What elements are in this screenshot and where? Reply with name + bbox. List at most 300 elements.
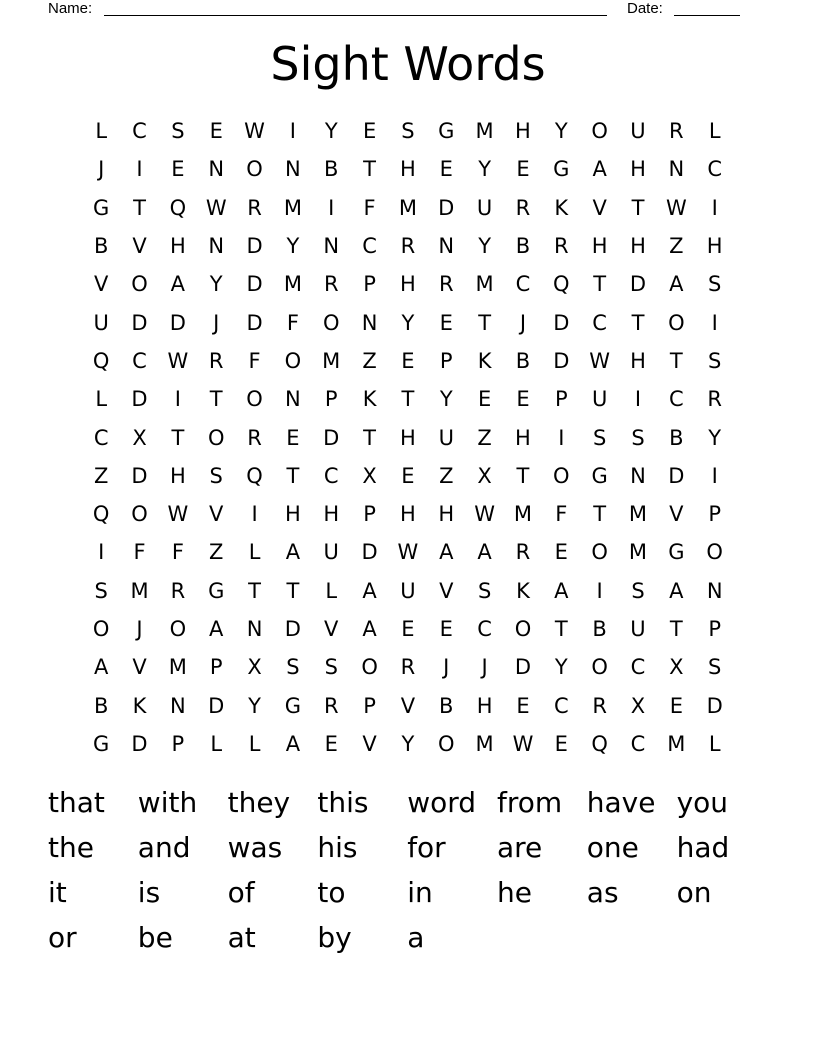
grid-letter: N	[706, 578, 723, 603]
grid-letter: N	[208, 157, 225, 182]
grid-row	[82, 457, 734, 495]
grid-letter: M	[513, 502, 533, 527]
grid-letter: O	[361, 655, 378, 680]
name-line	[104, 15, 607, 16]
grid-letter: Y	[209, 272, 223, 297]
grid-letter: A	[669, 578, 684, 603]
grid-letter: B	[439, 693, 454, 718]
grid-letter: D	[553, 310, 570, 335]
grid-letter: T	[171, 425, 185, 450]
grid-letter: I	[558, 425, 565, 450]
grid-letter: E	[324, 731, 338, 756]
grid-letter: Q	[92, 348, 110, 373]
grid-letter: G	[284, 693, 302, 718]
grid-letter: R	[247, 425, 262, 450]
grid-letter: A	[362, 617, 377, 641]
worksheet-header	[0, 0, 816, 20]
word-bank-row	[48, 825, 768, 870]
grid-letter: K	[132, 693, 147, 718]
grid-row	[82, 648, 734, 686]
grid-letter: M	[475, 731, 494, 756]
grid-letter: A	[554, 578, 569, 603]
grid-letter: D	[284, 617, 301, 641]
grid-letter: J	[519, 310, 527, 335]
grid-letter: C	[707, 157, 722, 182]
grid-row	[82, 686, 734, 724]
grid-letter: D	[208, 693, 225, 718]
grid-row	[82, 380, 734, 418]
grid-letter: E	[516, 693, 530, 718]
grid-letter: B	[93, 234, 109, 259]
grid-letter: H	[323, 502, 340, 527]
grid-letter: I	[596, 578, 603, 603]
grid-letter: V	[93, 272, 109, 297]
grid-letter: E	[477, 387, 492, 412]
grid-letter: G	[93, 195, 110, 220]
grid-letter: O	[706, 540, 723, 565]
grid-letter: L	[708, 731, 721, 756]
grid-letter: F	[286, 310, 299, 335]
grid-letter: G	[553, 157, 570, 182]
grid-letter: Z	[93, 463, 109, 488]
grid-letter: W	[205, 195, 227, 220]
grid-letter: O	[207, 425, 225, 450]
grid-letter: V	[439, 578, 454, 603]
grid-letter: A	[285, 540, 301, 565]
word-bank-item: a	[407, 920, 425, 954]
grid-letter: M	[475, 119, 494, 144]
grid-letter: D	[668, 463, 685, 488]
grid-letter: B	[515, 234, 531, 259]
grid-letter: E	[516, 387, 530, 412]
grid-letter: M	[322, 348, 341, 373]
grid-letter: W	[167, 348, 189, 373]
grid-letter: R	[669, 119, 684, 144]
grid-letter: T	[593, 502, 607, 527]
grid-letter: I	[711, 463, 718, 488]
grid-letter: C	[132, 348, 147, 373]
grid-letter: W	[512, 731, 534, 756]
grid-letter: I	[251, 502, 258, 527]
grid-row	[82, 533, 734, 571]
grid-letter: D	[131, 310, 148, 335]
grid-letter: Y	[401, 731, 415, 756]
grid-letter: W	[397, 540, 419, 565]
grid-letter: N	[208, 234, 225, 259]
word-bank	[48, 780, 768, 960]
grid-letter: E	[362, 119, 377, 144]
grid-letter: D	[323, 425, 340, 450]
grid-letter: B	[93, 693, 109, 718]
grid-letter: S	[94, 578, 108, 603]
grid-letter: P	[554, 387, 568, 412]
grid-letter: H	[630, 348, 646, 373]
grid-letter: A	[439, 540, 454, 565]
grid-letter: R	[592, 693, 607, 718]
grid-letter: A	[362, 578, 377, 603]
grid-letter: S	[171, 119, 185, 144]
grid-letter: Z	[669, 234, 684, 259]
grid-letter: T	[286, 463, 300, 488]
grid-letter: A	[669, 272, 684, 297]
grid-letter: C	[553, 693, 569, 718]
grid-letter: L	[95, 387, 108, 412]
grid-letter: O	[591, 540, 608, 565]
grid-letter: K	[516, 578, 530, 603]
grid-letter: E	[171, 157, 185, 182]
grid-letter: C	[477, 617, 492, 641]
grid-letter: A	[477, 540, 492, 565]
word-bank-item: at	[227, 920, 256, 954]
grid-letter: T	[133, 195, 146, 220]
grid-letter: P	[209, 655, 223, 680]
grid-letter: T	[554, 617, 568, 641]
grid-letter: S	[324, 655, 338, 680]
grid-letter: U	[630, 617, 646, 641]
grid-letter: O	[438, 731, 455, 756]
grid-row	[82, 112, 734, 150]
grid-letter: E	[401, 348, 415, 373]
word-bank-item: and	[137, 830, 191, 864]
grid-letter: H	[400, 425, 416, 450]
grid-letter: Y	[401, 310, 415, 335]
grid-row	[82, 150, 734, 188]
grid-letter: T	[669, 617, 683, 641]
grid-letter: W	[665, 195, 687, 220]
grid-letter: P	[363, 502, 376, 527]
grid-letter: X	[362, 463, 377, 488]
grid-letter: H	[591, 234, 608, 259]
grid-letter: D	[361, 540, 378, 565]
word-bank-item: the	[48, 830, 94, 864]
grid-letter: O	[553, 463, 570, 488]
grid-row	[82, 265, 734, 303]
grid-letter: O	[92, 617, 110, 641]
grid-letter: N	[438, 234, 455, 259]
grid-row	[82, 189, 734, 227]
grid-letter: G	[591, 463, 608, 488]
grid-letter: I	[328, 195, 335, 220]
grid-letter: F	[555, 502, 568, 527]
word-bank-item: it	[48, 875, 67, 909]
grid-letter: X	[630, 693, 646, 718]
grid-letter: U	[93, 310, 109, 335]
grid-letter: D	[169, 310, 186, 335]
word-bank-item: for	[407, 830, 446, 864]
grid-letter: D	[131, 731, 148, 756]
grid-letter: I	[711, 310, 718, 335]
grid-letter: A	[592, 157, 607, 182]
grid-letter: Z	[362, 348, 377, 373]
grid-letter: F	[363, 195, 376, 220]
grid-letter: R	[323, 272, 339, 297]
grid-letter: H	[284, 502, 301, 527]
grid-letter: O	[131, 502, 148, 527]
grid-letter: H	[515, 425, 531, 450]
grid-letter: N	[323, 234, 340, 259]
grid-letter: E	[439, 157, 453, 182]
grid-letter: Y	[478, 157, 492, 182]
grid-letter: T	[631, 310, 645, 335]
grid-letter: G	[438, 119, 455, 144]
grid-row	[82, 572, 734, 610]
grid-letter: U	[591, 387, 608, 412]
grid-letter: X	[247, 655, 262, 680]
grid-letter: O	[322, 310, 340, 335]
grid-letter: F	[248, 348, 261, 373]
grid-letter: O	[246, 387, 263, 412]
grid-letter: I	[289, 119, 296, 144]
grid-letter: R	[400, 655, 416, 680]
word-bank-row	[48, 870, 768, 915]
grid-letter: D	[553, 348, 570, 373]
grid-letter: T	[401, 387, 415, 412]
grid-letter: C	[362, 234, 377, 259]
grid-letter: D	[438, 195, 455, 220]
grid-letter: E	[439, 310, 453, 335]
grid-letter: V	[362, 731, 377, 756]
grid-letter: B	[592, 617, 607, 641]
grid-letter: P	[708, 502, 721, 527]
word-bank-item: one	[586, 830, 639, 864]
word-bank-item: had	[676, 830, 730, 864]
grid-letter: U	[630, 119, 646, 144]
grid-letter: V	[400, 693, 416, 718]
grid-letter: P	[171, 731, 185, 756]
grid-letter: Y	[439, 387, 453, 412]
grid-letter: Y	[248, 693, 261, 718]
grid-letter: I	[174, 387, 181, 412]
grid-letter: L	[708, 119, 721, 144]
word-bank-item: you	[676, 785, 729, 819]
grid-letter: R	[247, 195, 262, 220]
word-bank-item: word	[407, 785, 477, 819]
grid-row	[82, 610, 734, 648]
grid-letter: I	[711, 195, 718, 220]
grid-letter: O	[284, 348, 302, 373]
word-bank-item: is	[137, 875, 161, 909]
grid-letter: P	[363, 693, 376, 718]
grid-letter: W	[474, 502, 495, 527]
grid-letter: D	[131, 463, 148, 488]
word-bank-item: on	[676, 875, 712, 909]
word-bank-item: by	[317, 920, 352, 954]
page-title: Sight Words	[270, 37, 546, 91]
grid-letter: S	[209, 463, 223, 488]
grid-letter: T	[669, 348, 683, 373]
grid-letter: F	[171, 540, 184, 565]
grid-letter: L	[248, 540, 261, 565]
grid-letter: Y	[554, 655, 568, 680]
grid-letter: M	[130, 578, 149, 603]
grid-letter: M	[283, 272, 302, 297]
grid-letter: Q	[591, 731, 608, 756]
grid-letter: O	[131, 272, 148, 297]
grid-letter: E	[554, 731, 568, 756]
grid-letter: E	[554, 540, 568, 565]
grid-letter: I	[98, 540, 105, 565]
grid-letter: Z	[439, 463, 454, 488]
grid-letter: H	[630, 157, 646, 182]
date-line	[674, 15, 740, 16]
grid-letter: R	[515, 540, 531, 565]
grid-letter: C	[515, 272, 531, 297]
grid-letter: D	[131, 387, 148, 412]
grid-letter: N	[285, 157, 301, 182]
grid-letter: C	[592, 310, 607, 335]
grid-letter: C	[630, 731, 646, 756]
grid-letter: H	[630, 234, 646, 259]
word-bank-item: from	[496, 785, 563, 819]
grid-letter: E	[286, 425, 300, 450]
word-bank-item: as	[586, 875, 619, 909]
word-bank-item: have	[586, 785, 656, 819]
grid-letter: B	[669, 425, 684, 450]
grid-letter: E	[401, 617, 415, 641]
word-bank-item: with	[137, 785, 198, 819]
word-bank-item: to	[317, 875, 346, 909]
word-bank-item: they	[227, 785, 291, 819]
grid-letter: N	[668, 157, 685, 182]
grid-letter: P	[708, 617, 721, 641]
grid-letter: H	[706, 234, 723, 259]
grid-letter: J	[481, 655, 488, 680]
grid-letter: K	[477, 348, 492, 373]
grid-letter: B	[324, 157, 339, 182]
grid-letter: C	[630, 655, 646, 680]
grid-letter: A	[285, 731, 301, 756]
word-bank-item: are	[496, 830, 543, 864]
grid-letter: T	[363, 157, 376, 182]
grid-letter: S	[631, 425, 645, 450]
grid-letter: P	[363, 272, 376, 297]
grid-letter: N	[170, 693, 186, 718]
grid-letter: D	[246, 234, 263, 259]
grid-letter: Q	[169, 195, 187, 220]
grid-letter: X	[669, 655, 684, 680]
grid-letter: V	[592, 195, 607, 220]
grid-letter: A	[209, 617, 224, 641]
grid-letter: E	[669, 693, 683, 718]
grid-letter: D	[246, 272, 263, 297]
grid-letter: G	[208, 578, 225, 603]
grid-letter: J	[443, 655, 450, 680]
grid-letter: M	[475, 272, 494, 297]
grid-letter: U	[438, 425, 454, 450]
word-bank-item: in	[407, 875, 433, 909]
grid-letter: P	[324, 387, 338, 412]
grid-letter: H	[438, 502, 455, 527]
grid-letter: R	[170, 578, 186, 603]
word-bank-item: his	[317, 830, 358, 864]
grid-letter: H	[400, 157, 416, 182]
grid-letter: E	[439, 617, 453, 641]
grid-letter: H	[515, 119, 531, 144]
grid-letter: U	[476, 195, 493, 220]
grid-row	[82, 495, 734, 533]
grid-letter: Y	[286, 234, 300, 259]
grid-letter: N	[285, 387, 301, 412]
word-bank-item: this	[317, 785, 369, 819]
grid-letter: V	[669, 502, 684, 527]
grid-letter: O	[591, 655, 608, 680]
grid-letter: Q	[246, 463, 263, 488]
grid-letter: T	[363, 425, 376, 450]
grid-letter: J	[213, 310, 220, 335]
grid-letter: I	[634, 387, 642, 412]
grid-letter: W	[167, 502, 189, 527]
grid-letter: G	[93, 731, 110, 756]
grid-letter: T	[248, 578, 261, 603]
word-bank-item: that	[48, 785, 105, 819]
grid-letter: O	[668, 310, 685, 335]
grid-letter: Q	[553, 272, 570, 297]
grid-letter: T	[286, 578, 300, 603]
grid-letter: E	[401, 463, 415, 488]
date-label: Date:	[627, 0, 663, 17]
grid-letter: Z	[477, 425, 492, 450]
word-bank-item: he	[496, 875, 532, 909]
grid-row	[82, 342, 734, 380]
grid-letter: S	[708, 348, 722, 373]
grid-letter: S	[592, 425, 607, 450]
grid-letter: L	[210, 731, 223, 756]
grid-letter: F	[133, 540, 146, 565]
grid-letter: U	[323, 540, 339, 565]
name-label: Name:	[48, 0, 93, 17]
grid-letter: Y	[324, 119, 338, 144]
word-bank-item: or	[48, 920, 77, 954]
grid-letter: R	[515, 195, 531, 220]
grid-letter: K	[554, 195, 569, 220]
grid-letter: A	[170, 272, 186, 297]
grid-row	[82, 303, 734, 341]
grid-letter: J	[98, 157, 105, 182]
grid-letter: S	[631, 578, 645, 603]
grid-letter: D	[514, 655, 532, 680]
word-bank-item: of	[227, 875, 255, 909]
grid-letter: R	[707, 387, 722, 412]
grid-letter: S	[708, 272, 722, 297]
grid-letter: D	[246, 310, 263, 335]
grid-letter: T	[631, 195, 645, 220]
grid-letter: M	[628, 540, 648, 565]
grid-letter: L	[325, 578, 338, 603]
grid-letter: W	[244, 119, 265, 144]
grid-letter: D	[629, 272, 647, 297]
grid-letter: L	[248, 731, 261, 756]
grid-letter: J	[136, 617, 143, 641]
grid-letter: V	[132, 234, 147, 259]
grid-letter: V	[324, 617, 339, 641]
grid-letter: Q	[92, 502, 110, 527]
grid-letter: T	[516, 463, 530, 488]
grid-letter: O	[591, 119, 608, 144]
grid-letter: O	[514, 617, 532, 641]
grid-letter: R	[438, 272, 454, 297]
grid-letter: T	[593, 272, 607, 297]
grid-letter: S	[477, 578, 492, 603]
grid-letter: C	[323, 463, 339, 488]
grid-letter: E	[516, 157, 530, 182]
grid-letter: S	[401, 119, 415, 144]
grid-letter: X	[477, 463, 492, 488]
word-bank-row	[48, 915, 768, 960]
grid-letter: E	[209, 119, 223, 144]
grid-letter: I	[136, 157, 143, 182]
word-bank-item: was	[227, 830, 283, 864]
grid-letter: V	[209, 502, 224, 527]
